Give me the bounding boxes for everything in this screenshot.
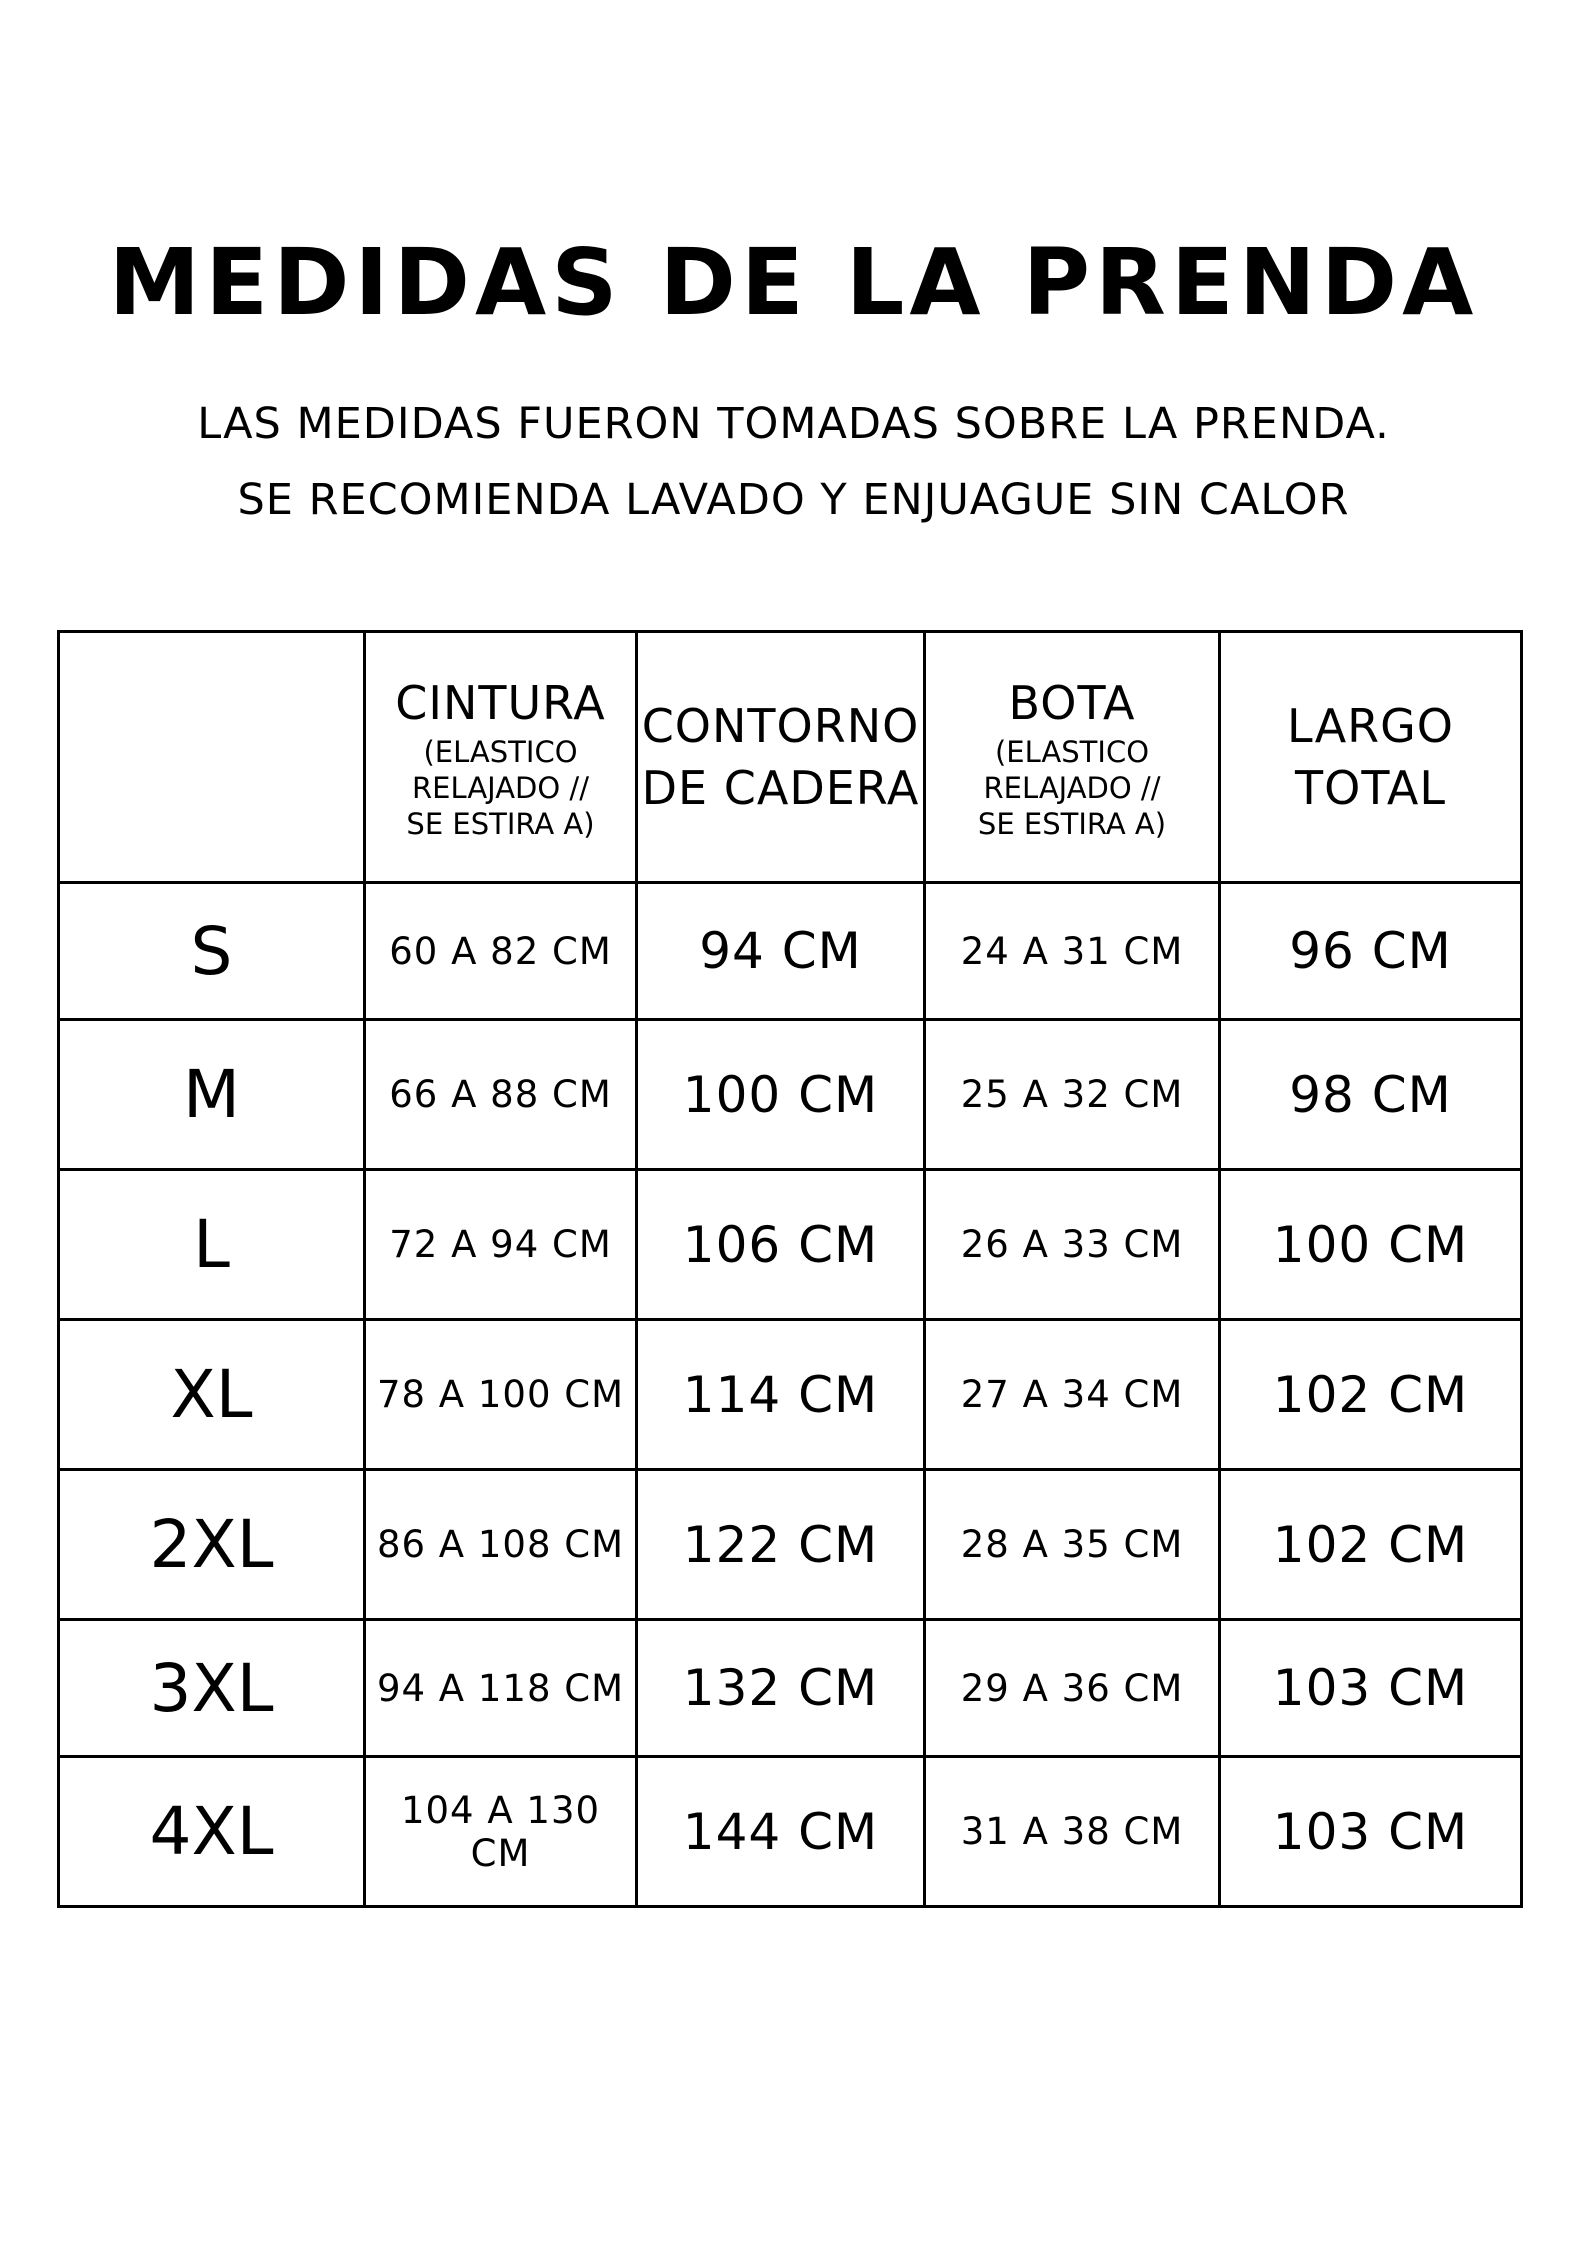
header-cadera-line-2: DE CADERA <box>641 761 920 815</box>
table-header-row <box>59 632 1522 883</box>
size-label: M <box>59 1020 365 1170</box>
header-cadera-line-1: CONTORNO <box>641 699 920 753</box>
largo-value: 103 CM <box>1220 1757 1522 1907</box>
cintura-value: 86 A 108 CM <box>365 1470 637 1620</box>
page-title: MEDIDAS DE LA PRENDA <box>108 229 1479 336</box>
largo-value: 100 CM <box>1220 1170 1522 1320</box>
cadera-value: 132 CM <box>637 1620 925 1757</box>
header-cintura-note-2: RELAJADO // <box>412 771 589 805</box>
largo-value: 102 CM <box>1220 1470 1522 1620</box>
header-largo <box>1220 632 1522 883</box>
bota-value: 27 A 34 CM <box>925 1320 1220 1470</box>
header-cintura-note-1: (ELASTICO <box>423 735 578 769</box>
bota-value: 31 A 38 CM <box>925 1757 1220 1907</box>
cadera-value: 114 CM <box>637 1320 925 1470</box>
cintura-value: 72 A 94 CM <box>365 1170 637 1320</box>
header-cintura-label: CINTURA <box>395 676 606 730</box>
table-row <box>59 1320 1522 1470</box>
bota-value: 29 A 36 CM <box>925 1620 1220 1757</box>
largo-value: 96 CM <box>1220 883 1522 1020</box>
table-row <box>59 1170 1522 1320</box>
bota-value: 24 A 31 CM <box>925 883 1220 1020</box>
header-bota-label: BOTA <box>1008 676 1136 730</box>
cadera-value: 94 CM <box>637 883 925 1020</box>
header-bota-note-1: (ELASTICO <box>994 735 1150 769</box>
header-cintura <box>365 632 637 883</box>
cadera-value: 144 CM <box>637 1757 925 1907</box>
cadera-value: 122 CM <box>637 1470 925 1620</box>
size-chart-table <box>57 630 1523 1908</box>
cintura-value: 60 A 82 CM <box>365 883 637 1020</box>
largo-value: 98 CM <box>1220 1020 1522 1170</box>
table-row <box>59 1757 1522 1907</box>
header-largo-line-2: TOTAL <box>1295 761 1446 815</box>
size-label: S <box>59 883 365 1020</box>
bota-value: 25 A 32 CM <box>925 1020 1220 1170</box>
cintura-value: 104 A 130 CM <box>365 1757 637 1907</box>
header-cintura-note-3: SE ESTIRA A) <box>406 807 595 841</box>
size-label: L <box>59 1170 365 1320</box>
size-label: 2XL <box>59 1470 365 1620</box>
bota-value: 28 A 35 CM <box>925 1470 1220 1620</box>
size-label: 3XL <box>59 1620 365 1757</box>
cintura-value: 78 A 100 CM <box>365 1320 637 1470</box>
table-row <box>59 1620 1522 1757</box>
cintura-value: 94 A 118 CM <box>365 1620 637 1757</box>
table-row <box>59 1020 1522 1170</box>
subtitle-line-1: LAS MEDIDAS FUERON TOMADAS SOBRE LA PRENDA. <box>197 399 1390 449</box>
header-cadera <box>637 632 925 883</box>
header-bota-note-3: SE ESTIRA A) <box>977 807 1167 841</box>
subtitle-line-2: SE RECOMIENDA LAVADO Y ENJUAGUE SIN CALOR <box>237 475 1350 525</box>
table-row <box>59 1470 1522 1620</box>
cadera-value: 106 CM <box>637 1170 925 1320</box>
bota-value: 26 A 33 CM <box>925 1170 1220 1320</box>
table-row <box>59 883 1522 1020</box>
header-largo-line-1: LARGO <box>1287 699 1454 753</box>
largo-value: 102 CM <box>1220 1320 1522 1470</box>
cadera-value: 100 CM <box>637 1020 925 1170</box>
size-label: XL <box>59 1320 365 1470</box>
header-size <box>59 632 365 883</box>
header-bota-note-2: RELAJADO // <box>983 771 1161 805</box>
largo-value: 103 CM <box>1220 1620 1522 1757</box>
cintura-value: 66 A 88 CM <box>365 1020 637 1170</box>
header-bota <box>925 632 1220 883</box>
size-label: 4XL <box>59 1757 365 1907</box>
